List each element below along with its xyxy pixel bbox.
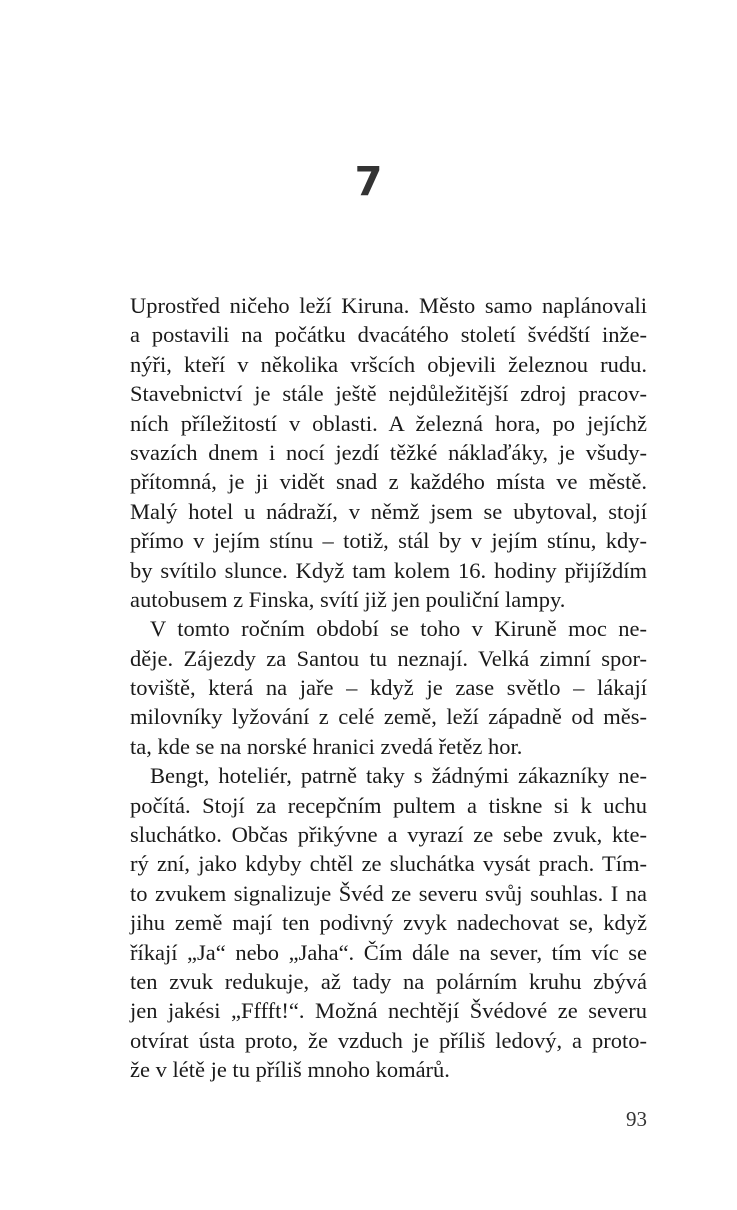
text-line: Stavebnictví je stále ještě nejdůležitější zdroj pracov- <box>130 381 647 407</box>
text-line: rý zní, jako kdyby chtěl ze sluchátka vysát prach. Tím- <box>130 851 647 877</box>
text-line: přítomná, je ji vidět snad z každého místa ve městě. <box>130 469 647 495</box>
text-line: toviště, která na jaře – když je zase světlo – lákají <box>130 675 647 701</box>
text-line: ten zvuk redukuje, až tady na polárním kruhu zbývá <box>130 968 647 994</box>
text-line: by svítilo slunce. Když tam kolem 16. hodiny přijíždím <box>130 557 647 583</box>
text-line: ních příležitostí v oblasti. A železná hora, po jejíchž <box>130 410 647 436</box>
text-line: sluchátko. Občas přikývne a vyrazí ze sebe zvuk, kte- <box>130 822 647 848</box>
text-line: říkají „Ja“ nebo „Jaha“. Čím dále na sever, tím víc se <box>130 939 647 965</box>
text-line: milovníky lyžování z celé země, leží západně od měs- <box>130 704 647 730</box>
text-line: autobusem z Finska, svítí již jen pouliční lampy. <box>130 586 566 612</box>
text-line: jen jakési „Fffft!“. Možná nechtějí Švédové ze severu <box>130 998 647 1024</box>
page-number: 93 <box>626 1107 647 1131</box>
text-line: to zvukem signalizuje Švéd ze severu svůj souhlas. I na <box>130 880 647 906</box>
text-line: Malý hotel u nádraží, v němž jsem se ubytoval, stojí <box>130 498 647 524</box>
body-text <box>130 291 647 1085</box>
text-line: nýři, kteří v několika vršcích objevili železnou rudu. <box>130 351 647 377</box>
text-line: otvírat ústa proto, že vzduch je příliš ledový, a proto- <box>130 1027 647 1053</box>
text-line: Bengt, hoteliér, patrně taky s žádnými zákazníky ne- <box>150 763 647 789</box>
text-line: jihu země mají ten podivný zvyk nadechovat se, když <box>130 910 647 936</box>
text-line: a postavili na počátku dvacátého století švédští inže- <box>130 322 647 348</box>
text-line: V tomto ročním období se toho v Kiruně moc ne- <box>150 616 647 642</box>
text-line: svazích dnem i nocí jezdí těžké náklaďáky, je všudy- <box>130 439 647 465</box>
text-line: že v létě je tu příliš mnoho komárů. <box>130 1057 450 1083</box>
text-line: přímo v jejím stínu – totiž, stál by v jejím stínu, kdy- <box>130 528 647 554</box>
text-line: počítá. Stojí za recepčním pultem a tiskne si k uchu <box>130 792 647 818</box>
chapter-number: 7 <box>354 159 383 205</box>
text-line: Uprostřed ničeho leží Kiruna. Město samo naplánovali <box>130 293 647 318</box>
text-line: děje. Zájezdy za Santou tu neznají. Velká zimní spor- <box>130 645 647 671</box>
text-line: ta, kde se na norské hranici zvedá řetěz hor. <box>130 733 523 759</box>
